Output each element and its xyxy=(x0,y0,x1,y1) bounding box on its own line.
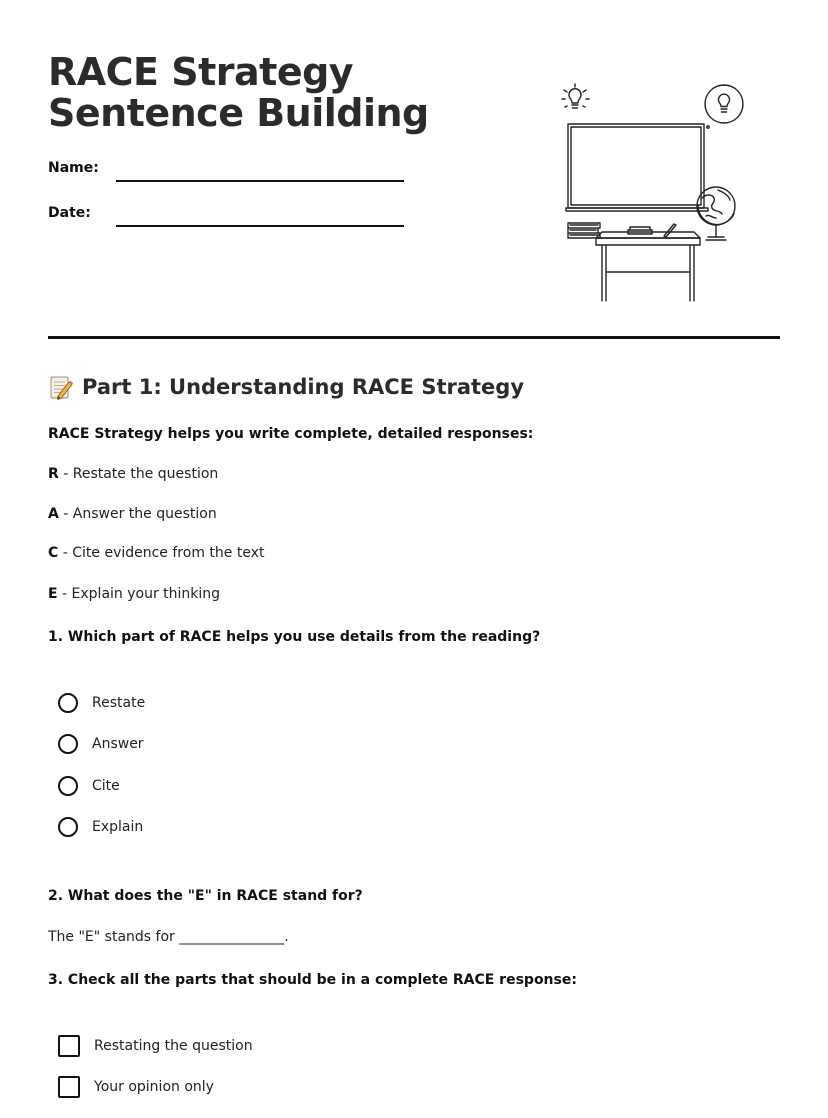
globe-sketch xyxy=(697,187,735,240)
radio-button[interactable] xyxy=(58,776,78,796)
name-field[interactable] xyxy=(116,180,404,182)
memo-icon xyxy=(48,374,74,400)
lightbulb-sketch-icon xyxy=(562,84,589,108)
race-intro: RACE Strategy helps you write complete, detailed responses: xyxy=(48,426,534,442)
race-item-r: R - Restate the question xyxy=(48,466,219,482)
option-label: Your opinion only xyxy=(94,1079,214,1095)
date-field[interactable] xyxy=(116,225,404,227)
option-label: Restate xyxy=(92,695,146,711)
part1-heading xyxy=(48,374,524,400)
books-sketch xyxy=(568,223,600,238)
option-label: Cite xyxy=(92,778,120,794)
option-label: Answer xyxy=(92,736,144,752)
race-item-e: E - Explain your thinking xyxy=(48,586,221,602)
whiteboard-sketch xyxy=(566,124,708,211)
q3-option-opinion[interactable] xyxy=(58,1076,214,1098)
question-3-prompt: 3. Check all the parts that should be in a complete RACE response: xyxy=(48,972,577,988)
q3-option-restating[interactable] xyxy=(58,1035,253,1057)
date-label: Date: xyxy=(48,205,91,221)
q1-option-restate[interactable] xyxy=(58,693,145,713)
checkbox[interactable] xyxy=(58,1076,80,1098)
radio-button[interactable] xyxy=(58,817,78,837)
worksheet-title: RACE Strategy Sentence Building xyxy=(48,50,429,135)
q1-option-explain[interactable] xyxy=(58,817,143,837)
question-1-prompt: 1. Which part of RACE helps you use details from the reading? xyxy=(48,629,541,645)
question-2-prompt: 2. What does the "E" in RACE stand for? xyxy=(48,888,363,904)
lightbulb-circle-icon xyxy=(705,85,743,128)
name-label: Name: xyxy=(48,160,99,176)
section-divider xyxy=(48,336,780,339)
q1-option-answer[interactable] xyxy=(58,734,144,754)
checkbox[interactable] xyxy=(58,1035,80,1057)
desk-sketch xyxy=(596,224,700,301)
radio-button[interactable] xyxy=(58,734,78,754)
race-item-c: C - Cite evidence from the text xyxy=(48,545,265,561)
question-2-answer-blank[interactable]: The "E" stands for _______________. xyxy=(48,929,289,945)
radio-button[interactable] xyxy=(58,693,78,713)
q1-option-cite[interactable] xyxy=(58,776,120,796)
part1-title: Part 1: Understanding RACE Strategy xyxy=(82,375,525,399)
classroom-illustration xyxy=(556,80,752,310)
option-label: Restating the question xyxy=(94,1038,253,1054)
race-item-a: A - Answer the question xyxy=(48,506,217,522)
option-label: Explain xyxy=(92,819,144,835)
